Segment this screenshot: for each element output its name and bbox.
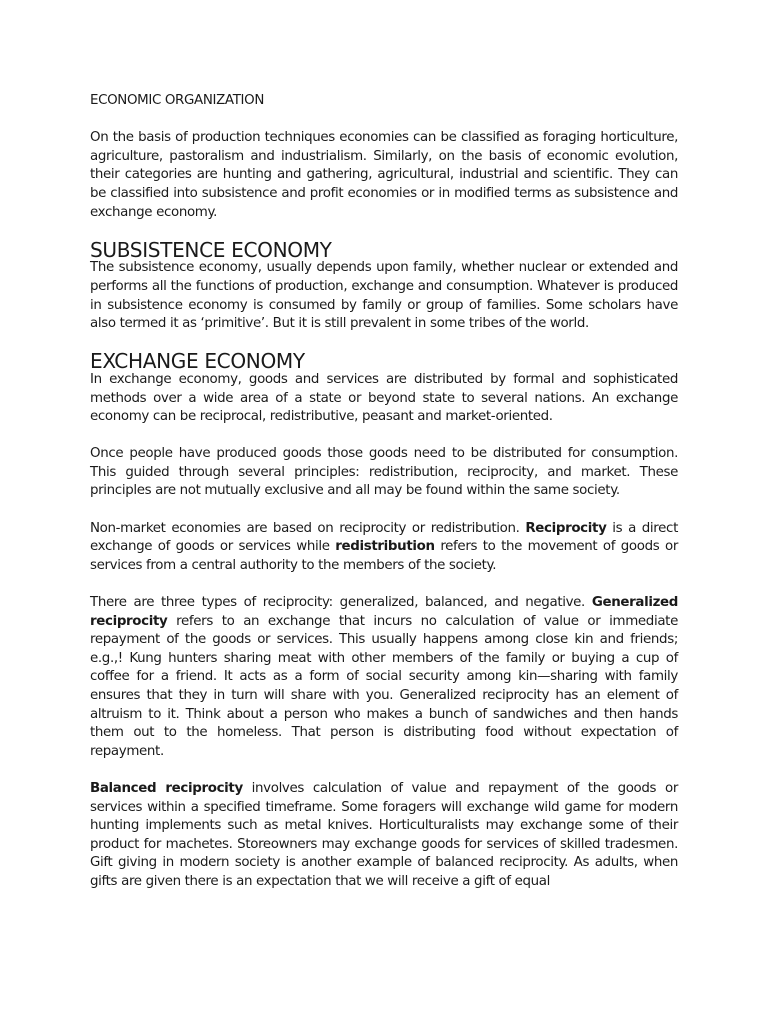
nonmarket-paragraph [90, 520, 678, 576]
redistribution-term: redistribution [335, 539, 435, 555]
spacer [90, 501, 678, 520]
spacer [90, 427, 678, 446]
nonmarket-text-1: Non-market economies are based on reciprocity or redistribution. [90, 520, 520, 536]
balanced-text-1: involves calculation of value and repayment of the goods or services within a specified timeframe. Some foragers will exchange wild game for modern hunting implements such as metal knives. Horticulturalists may exchange some of their product for machetes. Storeowners may exchange goods for services of skilled tradesmen. Gift giving in modern society is another example of balanced reciprocity. As adults, when gifts are given there is an expectation that we will receive a gift of equal [90, 780, 678, 889]
spacer [90, 575, 678, 594]
document-page [90, 92, 678, 892]
balanced-reciprocity-term: Balanced reciprocity [90, 780, 243, 796]
balanced-reciprocity-paragraph [90, 780, 678, 892]
reciprocity-types-paragraph [90, 594, 678, 761]
types-text-1: There are three types of reciprocity: generalized, balanced, and negative. [90, 595, 585, 611]
exchange-heading: EXCHANGE ECONOMY [90, 349, 305, 374]
document-title: ECONOMIC ORGANIZATION [90, 93, 264, 108]
subsistence-heading: SUBSISTENCE ECONOMY [90, 237, 332, 262]
distribution-paragraph: Once people have produced goods those goods need to be distributed for consumption. This guided through several principles: redistribution, reciprocity, and market. These principles are not mutually exclusive and all may be found within the same society. [90, 446, 678, 499]
types-text-2: refers to an exchange that incurs no calculation of value or immediate repayment of the goods or services. This usually happens among close kin and friends; e.g.,! Kung hunters sharing meat with other members of the family or buying a cup of coffee for a friend. It acts as a form of social security among kin—sharing with family ensures that they in turn will share with you. Generalized reciprocity has an element of altruism to it. Think about a person who makes a bunch of sandwiches and then hands them out to the homeless. That person is distributing food without expectation of repayment. [90, 613, 678, 759]
nonmarket-text-3: refers to the movement of goods or services from a central authority to the members of the society. [90, 539, 678, 573]
spacer [90, 761, 678, 780]
nonmarket-text-2: is a direct exchange of goods or services while [90, 520, 678, 555]
subsistence-paragraph: The subsistence economy, usually depends upon family, whether nuclear or extended and performs all the functions of production, exchange and consumption. Whatever is produced in subsistence economy is consumed by family or group of families. Some scholars have also termed it as ‘primitive’. But it is still prevalent in some tribes of the world. [90, 260, 678, 332]
exchange-paragraph: In exchange economy, goods and services are distributed by formal and sophisticated methods over a wide area of a state or beyond state to several nations. An exchange economy can be reciprocal, redistributive, peasant and market-oriented. [90, 371, 678, 425]
intro-paragraph: On the basis of production techniques economies can be classified as foraging horticulture, agriculture, pastoralism and industrialism. Similarly, on the basis of economic evolution, their categories are hunting and gathering, agricultural, industrial and scientific. They can be classified into subsistence and profit economies or in modified terms as subsistence and exchange economy. [90, 130, 678, 220]
reciprocity-term: Reciprocity [525, 520, 607, 536]
generalized-reciprocity-term: Generalized reciprocity [90, 595, 678, 629]
